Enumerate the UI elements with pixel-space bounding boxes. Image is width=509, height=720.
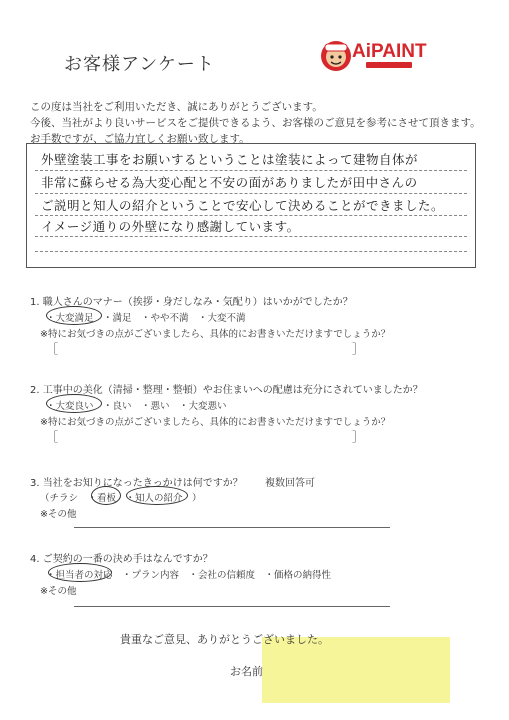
bracket-close: ］ [352, 342, 365, 356]
ruled-line [35, 215, 467, 216]
selected-circle [91, 486, 121, 505]
logo-underline [366, 62, 412, 68]
question-3-multiple: 複数回答可 [265, 478, 315, 489]
ruled-line [35, 193, 467, 194]
logo-text: AiPAINT [352, 41, 427, 62]
write-line[interactable] [74, 606, 390, 607]
question-4-options: ・担当者の対応 ・プラン内容 ・会社の信頼度 ・価格の納得性 [46, 570, 332, 581]
handwritten-line: 非常に蘇らせる為大変心配と不安の面がありましたが田中さんの [41, 175, 418, 190]
question-2-options: ・大変良い ・良い ・悪い ・大変悪い [46, 401, 227, 412]
question-1: 1. 職人さんのマナー（挨拶・身だしなみ・気配り）はいかがでしたか？ [30, 297, 353, 308]
thanks-text: 貴重なご意見、ありがとうございました。 [120, 633, 329, 646]
question-1-note: ※特にお気づきの点がございましたら、具体的にお書きいただけますでしょうか？ [40, 329, 391, 340]
mascot-icon [318, 38, 354, 74]
selected-circle [46, 394, 102, 413]
handwritten-line: イメージ通りの外壁になり感謝しています。 [41, 219, 300, 234]
handwritten-line: 外壁塗装工事をお願いするということは塗装によって建物自体が [41, 152, 419, 167]
handwritten-line: ご説明と知人の紹介ということで安心して決めることができました。 [41, 198, 445, 213]
question-3-options: （チラシ ・看板 ・知人の紹介 ） [40, 493, 202, 504]
ruled-line [35, 170, 467, 171]
intro-text [30, 99, 481, 147]
name-label: お名前 [230, 665, 263, 678]
intro-line: 今後、当社がより良いサービスをご提供できるよう、お客様のご意見を参考にさせて頂きます。 [30, 117, 481, 129]
selected-circle [126, 486, 188, 505]
question-2-note: ※特にお気づきの点がございましたら、具体的にお書きいただけますでしょうか？ [40, 417, 391, 428]
page-title: お客様アンケート [64, 54, 215, 75]
question-4: 4. ご契約の一番の決め手はなんですか？ [30, 554, 213, 565]
comment-box[interactable] [26, 143, 476, 268]
write-line[interactable] [74, 527, 390, 528]
ruled-line [35, 236, 467, 237]
question-1-options: ・大変満足 ・満足 ・やや不満 ・大変不満 [46, 313, 246, 324]
selected-circle [46, 306, 102, 325]
question-3-other: ※その他 [40, 509, 77, 520]
question-3: 3. 当社をお知りになったきっかけは何ですか？ [30, 478, 243, 489]
intro-line: この度は当社をご利用いただき、誠にありがとうございます。 [30, 101, 323, 113]
company-logo [318, 38, 428, 74]
bracket-open: ［ [46, 430, 59, 444]
question-2: 2. 工事中の美化（清掃・整理・整頓）やお住まいへの配慮は充分にされていましたか？ [30, 385, 423, 396]
bracket-open: ［ [46, 342, 59, 356]
question-4-other: ※その他 [40, 586, 77, 597]
bracket-close: ］ [352, 430, 365, 444]
ruled-line [35, 251, 467, 252]
intro-line: お手数ですが、ご協力宜しくお願い致します。 [30, 133, 250, 145]
selected-circle [48, 563, 112, 582]
